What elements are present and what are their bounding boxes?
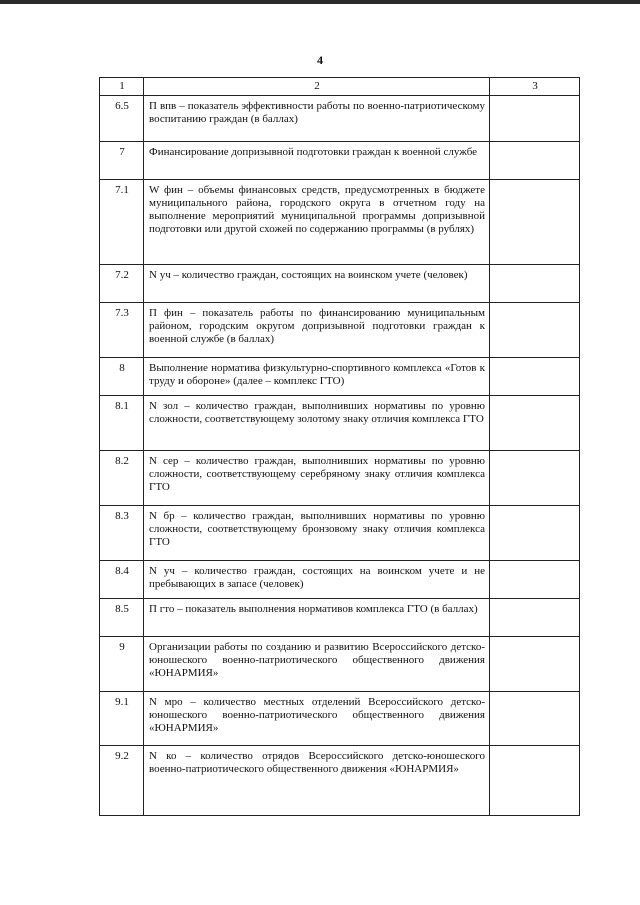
row-number: 8.5 xyxy=(100,599,144,637)
table-row xyxy=(100,451,580,506)
row-number: 9.1 xyxy=(100,692,144,746)
row-description: N сер – количество граждан, выполнивших нормативы по уровню сложности, соответствующему серебряному знаку отличия комплекса ГТО xyxy=(144,451,490,506)
row-value xyxy=(490,451,580,506)
table-row xyxy=(100,96,580,142)
row-description: N уч – количество граждан, состоящих на воинском учете (человек) xyxy=(144,265,490,303)
row-description: П впв – показатель эффективности работы по военно-патриотическому воспитанию граждан (в баллах) xyxy=(144,96,490,142)
table-row xyxy=(100,303,580,358)
row-number: 8.2 xyxy=(100,451,144,506)
row-description: П фин – показатель работы по финансированию муниципальным районом, городским округом допризывной подготовки граждан к военной службе (в баллах) xyxy=(144,303,490,358)
row-value xyxy=(490,180,580,265)
row-number: 7.2 xyxy=(100,265,144,303)
column-header-2: 2 xyxy=(144,78,490,96)
row-value xyxy=(490,96,580,142)
row-description: N зол – количество граждан, выполнивших нормативы по уровню сложности, соответствующему золотому знаку отличия комплекса ГТО xyxy=(144,396,490,451)
row-value xyxy=(490,637,580,692)
row-number: 8.1 xyxy=(100,396,144,451)
row-number: 7 xyxy=(100,142,144,180)
table-row xyxy=(100,746,580,816)
table-row xyxy=(100,692,580,746)
row-number: 7.1 xyxy=(100,180,144,265)
row-value xyxy=(490,506,580,561)
row-number: 6.5 xyxy=(100,96,144,142)
table-row xyxy=(100,396,580,451)
row-description: N бр – количество граждан, выполнивших нормативы по уровню сложности, соответствующему бронзовому знаку отличия комплекса ГТО xyxy=(144,506,490,561)
row-description: Финансирование допризывной подготовки граждан к военной службе xyxy=(144,142,490,180)
row-value xyxy=(490,142,580,180)
row-description: W фин – объемы финансовых средств, предусмотренных в бюджете муниципального района, городского округа в отчетном году на выполнение мероприятий муниципальной программы допризывной подготовки или другой схожей по содержанию программы (в рублях) xyxy=(144,180,490,265)
table-header-row xyxy=(100,78,580,96)
table-row xyxy=(100,637,580,692)
column-header-1: 1 xyxy=(100,78,144,96)
row-value xyxy=(490,561,580,599)
table-row xyxy=(100,599,580,637)
row-value xyxy=(490,358,580,396)
page-number: 4 xyxy=(317,53,323,67)
table-row xyxy=(100,506,580,561)
indicators-table xyxy=(99,77,580,816)
row-description: П гто – показатель выполнения нормативов комплекса ГТО (в баллах) xyxy=(144,599,490,637)
row-number: 7.3 xyxy=(100,303,144,358)
row-description: Организации работы по созданию и развитию Всероссийского детско-юношеского военно-патриотического общественного движения «ЮНАРМИЯ» xyxy=(144,637,490,692)
row-number: 8.4 xyxy=(100,561,144,599)
row-number: 9.2 xyxy=(100,746,144,816)
row-description: N уч – количество граждан, состоящих на воинском учете и не пребывающих в запасе (человек) xyxy=(144,561,490,599)
table-row xyxy=(100,358,580,396)
row-value xyxy=(490,265,580,303)
row-number: 8.3 xyxy=(100,506,144,561)
table-row xyxy=(100,561,580,599)
table-row xyxy=(100,180,580,265)
row-value xyxy=(490,303,580,358)
row-number: 9 xyxy=(100,637,144,692)
row-description: Выполнение норматива физкультурно-спортивного комплекса «Готов к труду и обороне» (далее – комплекс ГТО) xyxy=(144,358,490,396)
row-value xyxy=(490,396,580,451)
row-description: N мро – количество местных отделений Всероссийского детско-юношеского военно-патриотического общественного движения «ЮНАРМИЯ» xyxy=(144,692,490,746)
page-top-border xyxy=(0,0,640,4)
row-value xyxy=(490,692,580,746)
table-row xyxy=(100,142,580,180)
column-header-3: 3 xyxy=(490,78,580,96)
row-value xyxy=(490,746,580,816)
row-number: 8 xyxy=(100,358,144,396)
row-description: N ко – количество отрядов Всероссийского детско-юношеского военно-патриотического общественного движения «ЮНАРМИЯ» xyxy=(144,746,490,816)
row-value xyxy=(490,599,580,637)
table-row xyxy=(100,265,580,303)
